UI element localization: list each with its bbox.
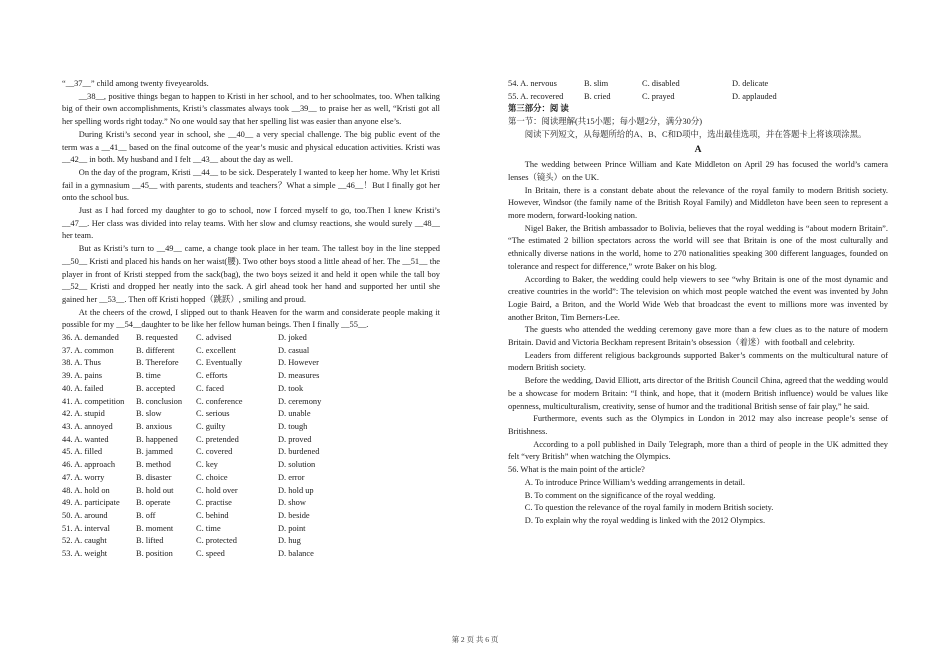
option-choice: C. conference [196, 396, 243, 406]
cloze-paragraph: But as Kristi’s turn to __49__ came, a change took place in her team. The tallest boy in the line stepped __50__ Kristi and placed his hands on her waist(腰). Two other boys stood a little ahead of her. The __51__ the player in front of Kristi stepped from the sack(bag), the two boys seized it and held it open while the tall boy __52__ Kristi and dropped her neatly into the sack. A girl ahead took her hand and supported her until she gained her __53__. Then off Kristi hopped（跳跃）, smiling and proud. [62, 244, 440, 304]
option-choice: 41. A. competition [62, 396, 125, 406]
options-list [508, 78, 888, 103]
option-choice: D. balance [278, 549, 314, 559]
option-row [62, 497, 440, 510]
option-choice: B. off [136, 510, 156, 520]
option-choice: B. position [136, 549, 173, 559]
option-row [508, 78, 888, 91]
question: 56. What is the main point of the article? [508, 465, 645, 475]
option-row [62, 485, 440, 498]
option-choice: C. efforts [196, 371, 228, 381]
passage-paragraph: In Britain, there is a constant debate about the relevance of the royal family to modern British society. However, Windsor (the family name of the British Royal Family) and Middleton have been seen to represent a more modern, forward-looking nation. [508, 185, 888, 221]
option-choice: B. moment [136, 523, 174, 533]
option-choice: C. guilty [196, 421, 226, 431]
option-choice: B. hold out [136, 485, 174, 495]
option-choice: 40. A. failed [62, 383, 104, 393]
option-choice: C. hold over [196, 485, 238, 495]
option-choice: B. accepted [136, 383, 176, 393]
option-row [62, 459, 440, 472]
option-choice: 47. A. worry [62, 472, 105, 482]
instruction: 阅读下列短文，从每题所给的A、B、C和D项中，选出最佳选项，并在答题卡上将该项涂黑。 [524, 129, 867, 139]
option-row [62, 357, 440, 370]
option-row [62, 332, 440, 345]
option-choice: C. faced [196, 383, 224, 393]
option-choice: D. solution [278, 460, 316, 470]
option-row [62, 510, 440, 523]
option-row [62, 472, 440, 485]
option-choice: 51. A. interval [62, 523, 110, 533]
options-list [62, 332, 440, 561]
option-row [62, 421, 440, 434]
passage-body [508, 159, 888, 464]
option-choice: 49. A. participate [62, 498, 120, 508]
passage-paragraph: The wedding between Prince William and Kate Middleton on April 29 has focused the world’s camera lenses（镜头）on the UK. [508, 160, 888, 182]
option-row [62, 408, 440, 421]
option-choice: C. pretended [196, 434, 239, 444]
passage-label: A [694, 144, 702, 155]
option-choice: 54. A. nervous [508, 79, 557, 88]
option-choice: 48. A. hold on [62, 485, 110, 495]
option-choice: B. operate [136, 498, 171, 508]
passage-paragraph: Before the wedding, David Elliott, arts director of the British Council China, agreed that the wedding would be a showcase for modern Britain: “I think, and hope, that it (modern British influence) would be values like openness, multiculturalism, creativity, sense of humor and the traditional British sense of fair play,” he said. [508, 376, 888, 411]
option-choice: D. error [278, 472, 305, 482]
option-choice: C. serious [196, 409, 230, 419]
option-row [62, 446, 440, 459]
option-choice: C. behind [196, 510, 229, 520]
option-choice: D. hug [278, 536, 301, 546]
option-choice: 55. A. recovered [508, 91, 564, 101]
option-row [62, 523, 440, 536]
option-row [62, 383, 440, 396]
option-choice: D. casual [278, 345, 310, 355]
option-choice: C. advised [196, 333, 232, 343]
passage-paragraph: Nigel Baker, the British ambassador to Bolivia, believes that the royal wedding is “about modern Britain”. “The estimated 2 billion spectators across the world will see that Britain is one of the most culturally and ethnically diverse nations in the world, home to 270 nationalities speaking 300 different languages, founded on tolerance and respect for difference,” wrote Baker on his blog. [508, 223, 888, 271]
passage-paragraph: The guests who attended the wedding ceremony gave more than a few clues as to the nature of modern Britain. David and Victoria Beckham represent Britain’s obsession（着迷）with football and celebrity. [508, 325, 888, 348]
option-choice: D. show [278, 498, 306, 508]
option-choice: 46. A. approach [62, 460, 116, 470]
option-choice: B. slim [584, 79, 609, 88]
option-choice: C. disabled [642, 79, 680, 88]
option-choice: B. requested [136, 333, 178, 343]
option-choice: 39. A. pains [62, 371, 103, 381]
option-choice: B. cried [584, 91, 611, 101]
cloze-paragraph: On the day of the program, Kristi __44__ to be sick. Desperately I wanted to keep her home. Why let Kristi fail in a gymnasium __45__ with parents, students and teachers？What a simple __46__！But I finally got her onto the school bus. [62, 167, 440, 203]
option-choice: 50. A. around [62, 510, 108, 520]
option-choice: 43. A. annoyed [62, 421, 113, 431]
option-choice: D. hold up [278, 485, 314, 495]
option-choice: D. proved [278, 434, 312, 444]
option-row [62, 345, 440, 358]
cloze-paragraph: Just as I had forced my daughter to go to school, now I forced myself to go, too.Then I knew Kristi’s __47__. Her class was divided into relay teams. With her slow and clumsy reactions, she would surely __48__ her team. [62, 206, 440, 241]
left-column [62, 78, 440, 561]
option-choice: D. burdened [278, 447, 320, 457]
option-choice: C. prayed [642, 91, 675, 101]
option-choice: C. covered [196, 447, 233, 457]
option-choice: 42. A. stupid [62, 409, 105, 419]
option-choice: 45. A. filled [62, 447, 103, 457]
option-choice: B. different [136, 345, 175, 355]
option-choice: D. applauded [732, 91, 777, 101]
option-row [62, 434, 440, 447]
option-choice: D. delicate [732, 79, 769, 88]
option-choice: 52. A. caught [62, 536, 107, 546]
option-choice: C. time [196, 523, 221, 533]
option-choice: B. slow [136, 409, 162, 419]
option-choice: C. Eventually [196, 358, 243, 368]
option-row [62, 396, 440, 409]
cloze-paragraph: __38__, positive things began to happen to Kristi in her school, and to her schoolmates, too. When talking big of their own accomplishments, Kristi’s classmates always took __39__ to praise her as well, “Kristi got all her spelling words right today.” No one would say that her spelling list was easier than anyone else’s. [62, 91, 440, 127]
option-choice: C. protected [196, 536, 237, 546]
page-footer: 第 2 页 共 6 页 [451, 635, 499, 644]
option-choice: D. measures [278, 371, 320, 381]
answer-choice: B. To comment on the significance of the royal wedding. [524, 490, 716, 500]
option-choice: B. Therefore [136, 358, 179, 368]
answer-choice: A. To introduce Prince William’s wedding arrangements in detail. [524, 477, 745, 487]
passage-paragraph: According to Baker, the wedding could help viewers to see “why Britain is one of the most dynamic and creative countries in the world”: The television on which most people watched the event was invented by John Logie Baird, a Briton, and the World Wide Web that broadcast the event to millions more was invented by another Briton, Tim Berners-Lee. [508, 274, 888, 322]
option-choice: D. point [278, 523, 306, 533]
answer-choice: D. To explain why the royal wedding is linked with the 2012 Olympics. [524, 515, 766, 525]
option-choice: C. key [196, 460, 218, 470]
passage-paragraph: Furthermore, events such as the Olympics in London in 2012 may also increase people’s sense of Britishness. [508, 414, 888, 436]
option-choice: B. method [136, 460, 171, 470]
option-choice: C. choice [196, 472, 228, 482]
right-column [508, 78, 888, 528]
option-choice: D. took [278, 383, 304, 393]
option-choice: B. jammed [136, 447, 173, 457]
cloze-line-37: “__37__” child among twenty fiveyearolds. [62, 79, 209, 88]
option-choice: D. joked [278, 333, 307, 343]
answer-choice: C. To question the relevance of the royal family in modern British society. [524, 503, 774, 513]
option-choice: D. unable [278, 409, 311, 419]
option-choice: B. lifted [136, 536, 164, 546]
cloze-paragraph: During Kristi’s second year in school, she __40__ a very special challenge. The big public event of the term was a __41__ based on the final outcome of the year’s music and physical education activities. Kristi was __42__ in both. My husband and I felt __43__ about the day as well. [62, 129, 440, 165]
option-choice: D. However [278, 358, 319, 368]
option-choice: B. conclusion [136, 396, 183, 406]
passage-paragraph: According to a poll published in Daily Telegraph, more than a third of people in the UK admitted they felt “very British” when watching the Olympics. [508, 439, 888, 462]
option-row [508, 91, 888, 104]
option-choice: B. happened [136, 434, 178, 444]
option-choice: D. tough [278, 421, 308, 431]
subsection-title: 第一节：阅读理解(共15小题；每小题2分，满分30分) [508, 117, 703, 127]
option-row [62, 370, 440, 383]
option-choice: 36. A. demanded [62, 333, 119, 343]
option-choice: C. excellent [196, 345, 236, 355]
option-row [62, 535, 440, 548]
option-choice: 53. A. weight [62, 549, 108, 559]
section-title: 第三部分：阅 读 [508, 104, 569, 114]
option-choice: B. time [136, 371, 161, 381]
option-choice: 37. A. common [62, 345, 114, 355]
option-choice: 44. A. wanted [62, 434, 109, 444]
option-choice: C. speed [196, 549, 225, 559]
option-choice: B. anxious [136, 421, 172, 431]
option-row [62, 548, 440, 561]
passage-paragraph: Leaders from different religious backgrounds supported Baker’s comments on the multicultural nature of modern British society. [508, 350, 888, 373]
option-choice: D. beside [278, 510, 310, 520]
option-choice: 38. A. Thus [62, 358, 101, 368]
option-choice: D. ceremony [278, 396, 322, 406]
option-choice: B. disaster [136, 472, 172, 482]
answer-choices [508, 477, 888, 528]
option-choice: C. practise [196, 498, 232, 508]
cloze-paragraph: At the cheers of the crowd, I slipped out to thank Heaven for the warm and considerate people making it possible for my __54__daughter to be like her fellow human beings. Then I finally __55__. [62, 307, 440, 330]
